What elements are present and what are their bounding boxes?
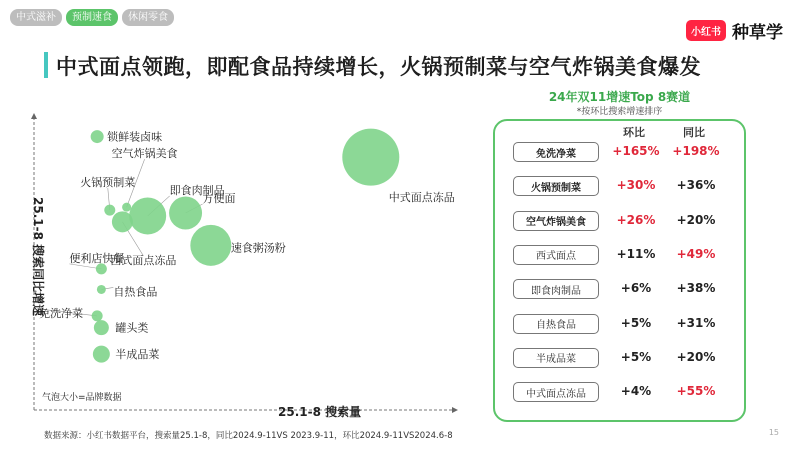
x-axis-label: 25.1-8 搜索量 bbox=[278, 405, 362, 419]
table-row bbox=[513, 278, 599, 300]
bubble-point bbox=[122, 203, 131, 212]
yoy-value: +20% bbox=[676, 349, 716, 364]
table-row bbox=[513, 244, 599, 266]
tag-prepared-food[interactable]: 预制速食 bbox=[66, 9, 118, 26]
bubble-label: 中式面点冻品 bbox=[388, 191, 455, 205]
bubble-label: 罐头类 bbox=[115, 321, 149, 335]
table-row bbox=[513, 347, 599, 369]
bubble-label: 锁鲜装卤味 bbox=[107, 130, 163, 144]
tag-snacks[interactable]: 休闲零食 bbox=[122, 9, 174, 26]
mom-value: +6% bbox=[620, 281, 652, 296]
bubble-label: 免洗净菜 bbox=[39, 306, 84, 320]
size-legend: 气泡大小=品牌数据 bbox=[42, 393, 122, 403]
yoy-value: +36% bbox=[676, 178, 716, 193]
mom-value: +11% bbox=[616, 246, 656, 261]
bubble-point bbox=[104, 205, 115, 216]
bubble-point bbox=[190, 225, 231, 266]
col-header-mom: 环比 bbox=[623, 126, 645, 139]
category-pill: 中式面点冻品 bbox=[513, 382, 599, 402]
category-pill: 西式面点 bbox=[513, 245, 599, 265]
bubble-label: 半成品菜 bbox=[115, 348, 160, 362]
growth-table bbox=[493, 119, 746, 422]
table-row bbox=[513, 381, 599, 403]
page-title: 中式面点领跑，即配食品持续增长，火锅预制菜与空气炸锅美食爆发 bbox=[56, 55, 701, 79]
table-row bbox=[513, 313, 599, 335]
category-pill: 免洗净菜 bbox=[513, 142, 599, 162]
yoy-value: +31% bbox=[676, 315, 716, 330]
bubble-label: 空气炸锅美食 bbox=[111, 147, 178, 161]
category-pill: 火锅预制菜 bbox=[513, 176, 599, 196]
yoy-value: +55% bbox=[676, 384, 716, 399]
mom-value: +4% bbox=[620, 384, 652, 399]
yoy-value: +20% bbox=[676, 212, 716, 227]
bubble-label: 西式面点冻品 bbox=[110, 253, 177, 267]
bubble-point bbox=[129, 197, 166, 234]
bubble-point bbox=[96, 263, 107, 274]
mom-value: +5% bbox=[620, 315, 652, 330]
bubble-label: 自热食品 bbox=[113, 285, 158, 299]
bubble-label: 方便面 bbox=[202, 192, 236, 206]
mom-value: +30% bbox=[616, 178, 656, 193]
bubble-point bbox=[93, 346, 110, 363]
table-row bbox=[513, 210, 599, 232]
table-row bbox=[513, 141, 599, 163]
category-pill: 即食肉制品 bbox=[513, 279, 599, 299]
category-pill: 半成品菜 bbox=[513, 348, 599, 368]
bubble-label: 即食肉制品 bbox=[169, 183, 225, 197]
bubble-label: 火锅预制菜 bbox=[80, 176, 136, 190]
page-number: 15 bbox=[768, 428, 779, 437]
table-row bbox=[513, 175, 599, 197]
y-axis-label: 25.1-8 搜索同比增速 bbox=[31, 197, 45, 317]
bubble-point bbox=[94, 320, 109, 335]
bubble-point bbox=[91, 130, 104, 143]
category-pill: 空气炸锅美食 bbox=[513, 211, 599, 231]
mom-value: +26% bbox=[616, 212, 656, 227]
col-header-yoy: 同比 bbox=[683, 126, 705, 139]
mom-value: +165% bbox=[612, 144, 660, 158]
yoy-value: +49% bbox=[676, 246, 716, 261]
bubble-point bbox=[92, 310, 103, 321]
bubble-point bbox=[342, 129, 399, 186]
brand-logo: 小红书 bbox=[686, 20, 726, 41]
tag-chinese-tonic[interactable]: 中式滋补 bbox=[10, 9, 62, 26]
data-source-footnote: 数据来源：小红书数据平台，搜索量25.1-8，同比2024.9-11VS 2023.9-11，环比2024.9-11VS2024.6-8 bbox=[44, 431, 453, 441]
bubble-label: 速食粥汤粉 bbox=[230, 241, 286, 255]
table-title: 24年双11增速Top 8赛道 bbox=[548, 90, 691, 104]
category-pill: 自热食品 bbox=[513, 314, 599, 334]
brand-name: 种草学 bbox=[732, 23, 783, 43]
brand bbox=[686, 18, 783, 43]
mom-value: +5% bbox=[620, 349, 652, 364]
bubble-point bbox=[97, 285, 106, 294]
bubble-point bbox=[112, 211, 133, 232]
yoy-value: +38% bbox=[676, 281, 716, 296]
yoy-value: +198% bbox=[672, 144, 720, 158]
table-subtitle: *按环比搜索增速排序 bbox=[576, 107, 663, 117]
bubble-point bbox=[169, 197, 202, 230]
bubble-label: 便利店快餐 bbox=[69, 251, 125, 265]
